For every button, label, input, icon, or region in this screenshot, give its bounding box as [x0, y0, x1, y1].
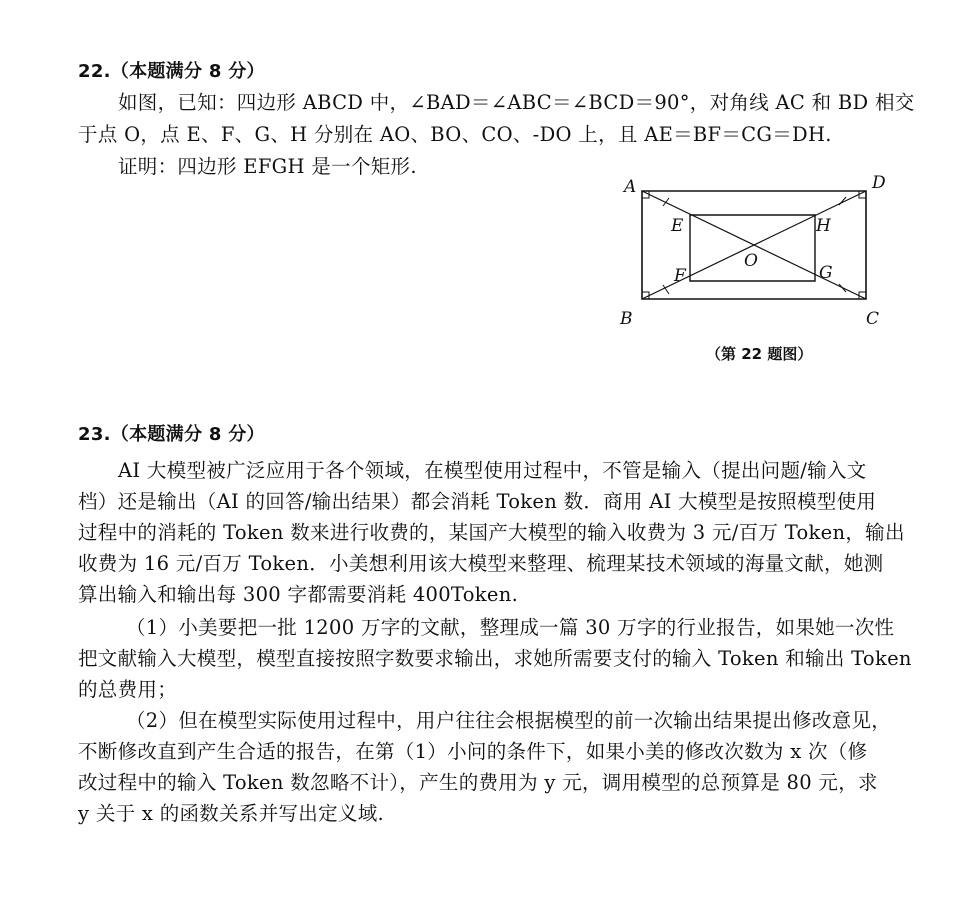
q23-p2-line: 的总费用； — [78, 678, 178, 701]
q23-p1-line: 过程中的消耗的 Token 数来进行收费的，某国产大模型的输入收费为 3 元/百万 Token，输出 — [78, 521, 905, 544]
label-d: D — [872, 173, 886, 193]
q23-p1-line: 算出输入和输出每 300 字都需要消耗 400Token. — [78, 583, 519, 606]
q23-heading: 23.（本题满分 8 分） — [78, 424, 265, 445]
q23-p3-line: 改过程中的输入 Token 数忽略不计），产生的费用为 y 元，调用模型的总预算是 80 元，求 — [78, 771, 878, 794]
q23-p3-line: （2）但在模型实际使用过程中，用户往往会根据模型的前一次输出结果提出修改意见， — [126, 709, 892, 732]
tick-cg — [839, 284, 846, 292]
label-b: B — [620, 309, 633, 329]
q22-figure — [610, 170, 910, 340]
q23-p1-line: 档）还是输出（AI 的回答/输出结果）都会消耗 Token 数．商用 AI 大模型是按照模型使用 — [78, 490, 877, 513]
label-g: G — [819, 263, 833, 283]
label-a: A — [624, 177, 637, 197]
label-h: H — [816, 216, 831, 236]
label-f: F — [674, 266, 686, 286]
q22-line2: 于点 O，点 E、F、G、H 分别在 AO、BO、CO、-DO 上，且 AE＝BF＝CG＝DH. — [78, 123, 832, 146]
q22-line1: 如图，已知：四边形 ABCD 中，∠BAD＝∠ABC＝∠BCD＝90°，对角线 AC 和 BD 相交 — [118, 91, 915, 114]
q23-p1-line: 收费为 16 元/百万 Token．小美想利用该大模型来整理、梳理某技术领域的海量文献，她测 — [78, 552, 884, 575]
figure-caption: （第 22 题图） — [706, 345, 813, 363]
label-c: C — [866, 309, 880, 329]
q22-heading: 22.（本题满分 8 分） — [78, 61, 265, 82]
label-o: O — [744, 251, 758, 271]
q23-p2-line: （1）小美要把一批 1200 万字的文献，整理成一篇 30 万字的行业报告，如果她一次性 — [126, 616, 895, 639]
q22-line3: 证明：四边形 EFGH 是一个矩形. — [118, 155, 417, 178]
q23-p2-line: 把文献输入大模型，模型直接按照字数要求输出，求她所需要支付的输入 Token 和输出 Token — [78, 647, 912, 670]
q23-p3-line: 不断修改直到产生合适的报告，在第（1）小问的条件下，如果小美的修改次数为 x 次（修 — [78, 740, 868, 763]
q23-p1-line: AI 大模型被广泛应用于各个领域，在模型使用过程中，不管是输入（提出问题/输入文 — [118, 459, 867, 482]
q23-p3-line: y 关于 x 的函数关系并写出定义域. — [78, 802, 385, 825]
label-e: E — [671, 216, 684, 236]
rectangle-diagram — [610, 170, 910, 340]
